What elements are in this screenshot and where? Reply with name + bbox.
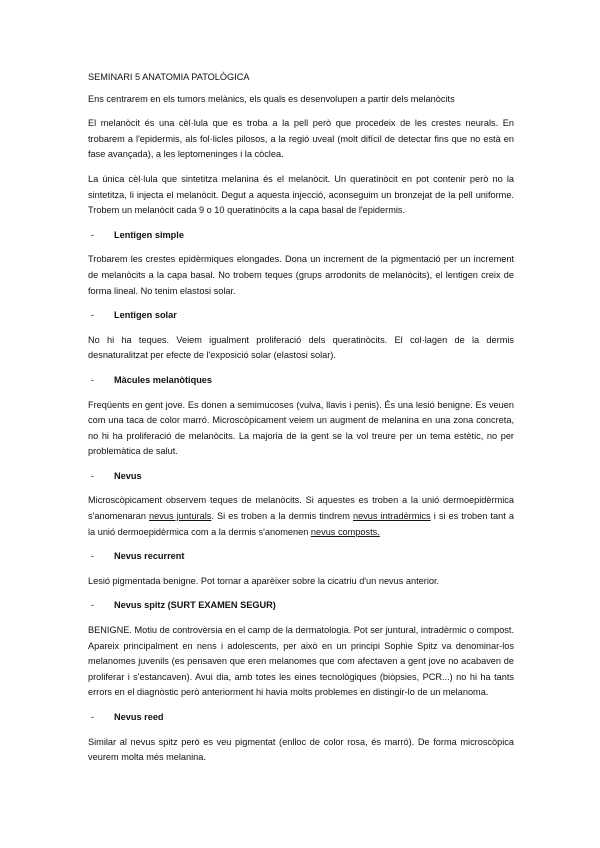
section-heading-nevus-spitz <box>88 598 514 614</box>
melanin-paragraph: La única cèl·lula que sintetitza melanina és el melanòcit. Un queratinòcit en pot contenir però no la sintetitza, li injecta el melanòcit. Degut a aquesta injecció, aconseguim un bronzejat de la pell uniforme. Trobem un melanòcit cada 9 o 10 queratinòcits a la capa basal de l'epidermis. <box>88 173 514 216</box>
nevus-paragraph <box>88 493 514 540</box>
heading-text: Lentigen solar <box>114 310 177 321</box>
heading-text: Màcules melanòtiques <box>114 374 213 385</box>
nevus-spitz-paragraph: BENIGNE. Motiu de controvèrsia en el camp de la dermatologia. Pot ser juntural, intradèrmic o compost. Apareix principalment en nens i adolescents, per això en un principi Sophie Spitz va denominar-los melanomes juvenils (es pensaven que eren melanomes que com afectaven a gent jove no acabaven de proliferar i s'estancaven). Avui dia, amb totes les eines tecnològiques (biòpsies, PCR...) no hi ha tants errors en el diagnòstic però anteriorment hi havia molts problemes en distingir-lo de un melanoma. <box>88 625 514 698</box>
melanocyte-paragraph: El melanòcit és una cèl·lula que es troba a la pell però que procedeix de les crestes neurals. En trobarem a l'epidermis, als fol·licles pilosos, a la regió uveal (molt difícil de detectar fins que no està en fase avançada), a les leptomeninges i la còclea. <box>88 118 514 160</box>
section-heading-lentigen-simple <box>88 228 514 244</box>
text-run: . Si es troben a la dermis tindrem <box>211 511 353 522</box>
nevus-recurrent-paragraph: Lesió pigmentada benigne. Pot tornar a aparèixer sobre la cicatriu d'un nevus anterior. <box>88 575 440 586</box>
document-page <box>88 70 514 775</box>
underlined-term: nevus composts. <box>310 526 380 537</box>
heading-text: Lentigen simple <box>114 229 184 240</box>
heading-text: Nevus spitz (SURT EXAMEN SEGUR) <box>114 600 276 611</box>
intro-paragraph: Ens centrarem en els tumors melànics, els quals es desenvolupen a partir dels melanòcits <box>88 93 455 104</box>
section-heading-lentigen-solar <box>88 308 514 324</box>
text-run: Microscòpicament observem teques de melanòcits. Si aquestes es troben a la unió dermoepidèrmica s'anomenaran <box>88 495 514 522</box>
bullet-dash: - <box>91 229 95 240</box>
heading-text: Nevus recurrent <box>114 551 185 562</box>
lentigen-solar-paragraph: No hi ha teques. Veiem igualment proliferació dels queratinòcits. El col·lagen de la dermis desnaturalitzat per efecte de l'exposició solar (elastosi solar). <box>88 334 514 361</box>
bullet-dash: - <box>91 600 95 611</box>
section-heading-nevus-reed <box>88 710 514 726</box>
bullet-dash: - <box>91 310 95 321</box>
lentigen-simple-paragraph: Trobarem les crestes epidèrmiques elongades. Dona un increment de la pigmentació per un increment de melanòcits a la capa basal. No trobem teques (grups arrodonits de melanòcits), el lentigen creix de forma lineal. No tenim elastosi solar. <box>88 254 514 296</box>
bullet-dash: - <box>91 374 95 385</box>
bullet-dash: - <box>91 470 95 481</box>
underlined-term: nevus junturals <box>149 511 212 522</box>
bullet-dash: - <box>91 712 95 722</box>
underlined-term: nevus intradèrmics <box>352 511 431 522</box>
bullet-dash: - <box>91 551 95 562</box>
heading-text: Nevus reed <box>114 712 164 722</box>
nevus-reed-paragraph: Similar al nevus spitz però es veu pigmentat (enlloc de color rosa, és marró). De forma microscòpica veurem molta més melanina. <box>88 736 514 763</box>
macules-paragraph: Freqüents en gent jove. Es donen a semimucoses (vulva, llavis i penis). És una lesió benigne. Es veuen com una taca de color marró. Microscòpicament veiem un augment de melanina en una zona concreta, no hi ha proliferació de melanòcits. La majoria de la gent se la vol treure per un tema estètic, no per problemàtica de salut. <box>88 399 514 457</box>
section-heading-nevus-recurrent <box>88 549 514 565</box>
section-heading-macules <box>88 373 514 389</box>
text-run: i si es troben tant a la unió dermoepidèrmica com a la dermis s'anomenen <box>88 511 514 537</box>
section-heading-nevus <box>88 469 514 485</box>
heading-text: Nevus <box>114 470 142 481</box>
document-title: SEMINARI 5 ANATOMIA PATOLÒGICA <box>88 72 250 82</box>
